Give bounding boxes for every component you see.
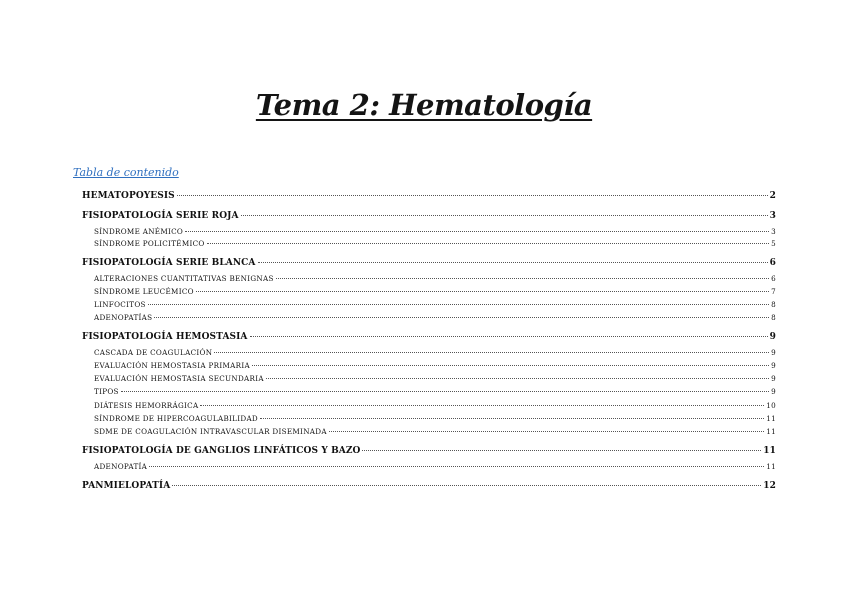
toc-entry[interactable] — [94, 374, 776, 383]
toc-entry-label: EVALUACIÓN HEMOSTASIA PRIMARIA — [94, 361, 250, 370]
toc-entry-page: 6 — [769, 258, 776, 268]
toc-leader — [177, 195, 768, 196]
toc-leader — [214, 352, 769, 353]
toc-leader — [260, 418, 764, 419]
toc-entry[interactable] — [94, 427, 776, 436]
toc-entry-label: SÍNDROME POLICITÉMICO — [94, 239, 205, 248]
toc-leader — [148, 304, 769, 305]
document-title: Tema 2: Hematología — [255, 88, 593, 122]
toc-entry[interactable] — [94, 313, 776, 322]
toc-entry-page: 11 — [766, 462, 776, 471]
toc-leader — [241, 215, 768, 216]
toc-entry[interactable] — [82, 258, 776, 268]
toc-entry-label: PANMIELOPATÍA — [82, 481, 171, 491]
toc-leader — [172, 485, 761, 486]
toc-entry-page: 7 — [771, 287, 776, 296]
toc-leader — [121, 391, 769, 392]
toc-entry-page: 12 — [763, 481, 776, 491]
toc-leader — [200, 405, 764, 406]
toc-entry-page: 9 — [771, 361, 776, 370]
toc-entry[interactable] — [94, 274, 776, 283]
toc-entry-label: ALTERACIONES CUANTITATIVAS BENIGNAS — [94, 274, 274, 283]
toc-entry-page: 9 — [771, 387, 776, 396]
toc-heading[interactable]: Tabla de contenido — [73, 166, 179, 179]
toc-entry-label: FISIOPATOLOGÍA SERIE BLANCA — [82, 258, 256, 268]
toc-entry-label: ADENOPATÍA — [94, 462, 148, 471]
toc-entry-page: 8 — [771, 300, 776, 309]
toc-leader — [329, 431, 764, 432]
toc-entry-label: DIÁTESIS HEMORRÁGICA — [94, 401, 199, 410]
toc-entry-page: 2 — [769, 191, 776, 201]
toc-entry[interactable] — [82, 211, 776, 221]
toc-entry[interactable] — [94, 227, 776, 236]
toc-leader — [207, 243, 770, 244]
toc-entry-page: 11 — [766, 427, 776, 436]
toc-leader — [196, 291, 769, 292]
toc-leader — [185, 231, 769, 232]
toc-entry[interactable] — [94, 462, 776, 471]
toc-entry-label: TIPOS — [94, 387, 119, 396]
toc-entry-page: 3 — [771, 227, 776, 236]
toc-entry-label: FISIOPATOLOGÍA HEMOSTASIA — [82, 332, 248, 342]
toc-leader — [276, 278, 769, 279]
toc-entry-page: 8 — [771, 313, 776, 322]
toc-entry-label: SÍNDROME ANÉMICO — [94, 227, 184, 236]
toc-leader — [266, 378, 769, 379]
toc-entry[interactable] — [94, 300, 776, 309]
toc-entry-page: 6 — [771, 274, 776, 283]
toc-entry-label: EVALUACIÓN HEMOSTASIA SECUNDARIA — [94, 374, 264, 383]
toc-entry-page: 9 — [771, 374, 776, 383]
toc-entry-page: 11 — [763, 446, 776, 456]
toc-leader — [250, 336, 768, 337]
toc-entry-label: ADENOPATÍAS — [94, 313, 153, 322]
toc-entry-label: SÍNDROME LEUCÉMICO — [94, 287, 194, 296]
toc-entry[interactable] — [82, 481, 776, 491]
toc-leader — [362, 450, 761, 451]
toc-entry[interactable] — [82, 332, 776, 342]
toc-entry[interactable] — [94, 414, 776, 423]
toc-entry-page: 9 — [771, 348, 776, 357]
toc-leader — [154, 317, 769, 318]
toc-entry-label: LINFOCITOS — [94, 300, 146, 309]
toc-entry-page: 5 — [771, 239, 776, 248]
toc-entry-label: SÍNDROME DE HIPERCOAGULABILIDAD — [94, 414, 258, 423]
toc-leader — [149, 466, 764, 467]
toc-entry-label: FISIOPATOLOGÍA DE GANGLIOS LINFÁTICOS Y BAZO — [82, 446, 361, 456]
toc-entry[interactable] — [94, 239, 776, 248]
toc-leader — [252, 365, 769, 366]
toc-entry-page: 9 — [769, 332, 776, 342]
toc-entry-label: SDME DE COAGULACIÓN INTRAVASCULAR DISEMINADA — [94, 427, 327, 436]
toc-entry[interactable] — [94, 348, 776, 357]
toc-entry-label: FISIOPATOLOGÍA SERIE ROJA — [82, 211, 239, 221]
toc-entry-page: 3 — [769, 211, 776, 221]
toc-entry-label: CASCADA DE COAGULACIÓN — [94, 348, 213, 357]
toc-entry[interactable] — [94, 361, 776, 370]
toc-entry-label: HEMATOPOYESIS — [82, 191, 175, 201]
toc-entry-page: 10 — [766, 401, 776, 410]
toc-entry[interactable] — [82, 191, 776, 201]
toc-entry-page: 11 — [766, 414, 776, 423]
toc-leader — [258, 262, 768, 263]
toc-entry[interactable] — [82, 446, 776, 456]
toc-entry[interactable] — [94, 387, 776, 396]
toc-entry[interactable] — [94, 287, 776, 296]
toc-entry[interactable] — [94, 401, 776, 410]
